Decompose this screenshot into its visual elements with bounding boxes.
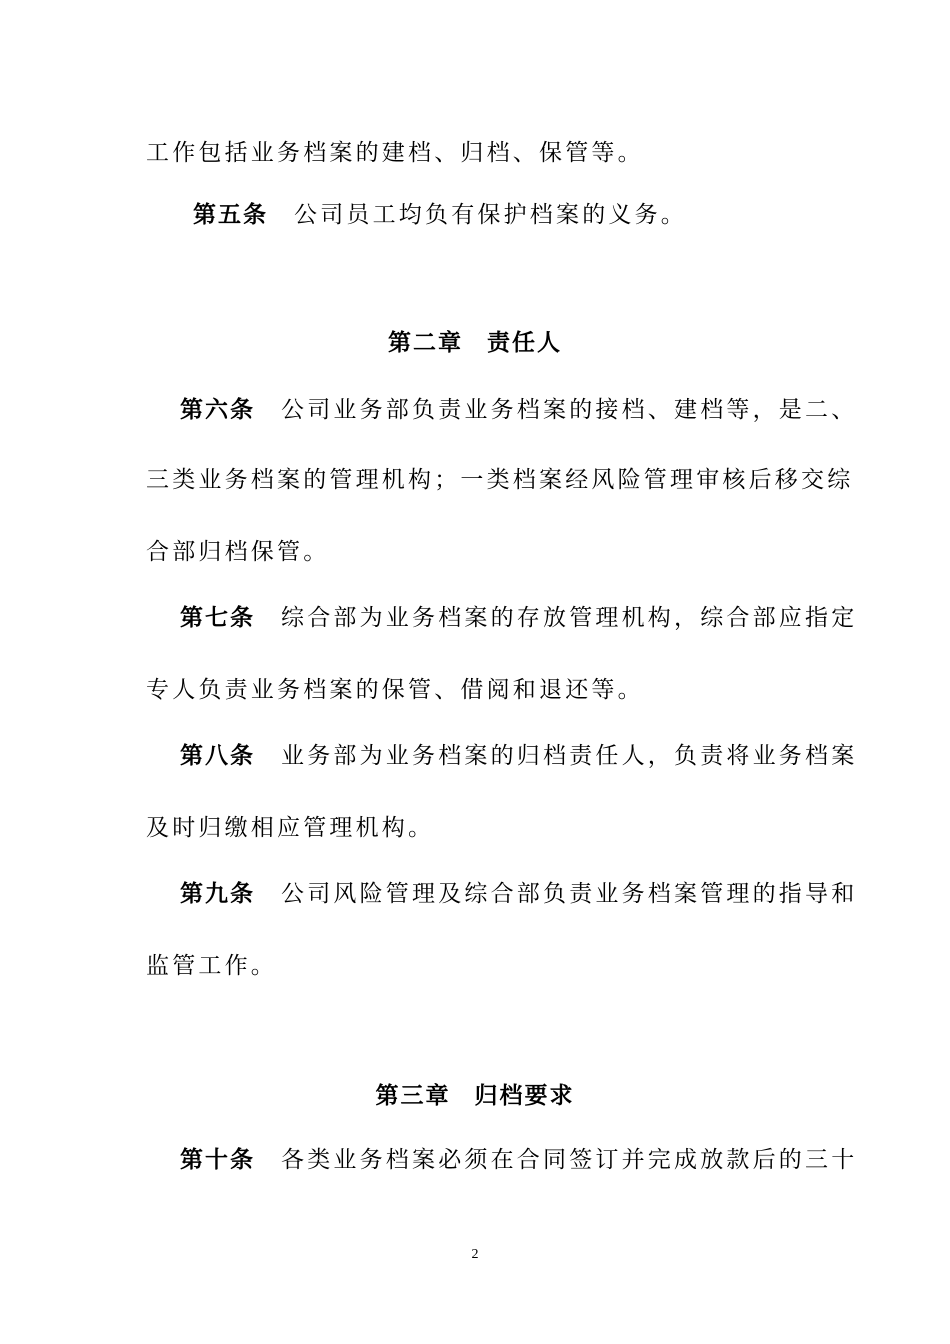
article-text: 公司业务部负责业务档案的接档、建档等，是二、 [281,397,858,423]
article-5 [193,200,853,230]
text-line [146,465,854,495]
article-number: 第八条 [180,743,255,769]
chapter-title: 责任人 [487,330,562,356]
text-line [146,138,806,168]
paragraph-text: 专人负责业务档案的保管、借阅和退还等。 [146,677,644,703]
article-text: 综合部为业务档案的存放管理机构，综合部应指定 [281,605,858,631]
text-line [146,813,806,843]
article-text: 业务部为业务档案的归档责任人，负责将业务档案 [281,743,858,769]
article-text: 公司风险管理及综合部负责业务档案管理的指导和 [281,881,858,907]
paragraph-text: 工作包括业务档案的建档、归档、保管等。 [146,140,644,166]
chapter-number: 第二章 [388,330,463,356]
article-text: 各类业务档案必须在合同签订并完成放款后的三十 [281,1147,858,1173]
article-8 [180,741,858,771]
article-text: 公司员工均负有保护档案的义务。 [294,202,687,228]
article-number: 第十条 [180,1147,255,1173]
paragraph-text: 监管工作。 [146,953,277,979]
article-number: 第九条 [180,881,255,907]
text-line [146,675,806,705]
chapter-2-heading [0,328,950,358]
chapter-number: 第三章 [375,1083,451,1109]
paragraph-text: 合部归档保管。 [146,539,330,565]
article-9 [180,879,858,909]
chapter-3-heading [0,1081,950,1111]
paragraph-text: 及时归缴相应管理机构。 [146,815,435,841]
article-number: 第六条 [180,397,255,423]
article-6 [180,395,858,425]
article-number: 第五条 [193,202,268,228]
page-number: 2 [471,1247,479,1262]
chapter-title: 归档要求 [474,1083,575,1109]
paragraph-text: 三类业务档案的管理机构；一类档案经风险管理审核后移交综 [146,467,854,493]
article-7 [180,603,858,633]
article-number: 第七条 [180,605,255,631]
text-line [146,951,806,981]
article-10 [180,1145,858,1175]
text-line [146,537,806,567]
